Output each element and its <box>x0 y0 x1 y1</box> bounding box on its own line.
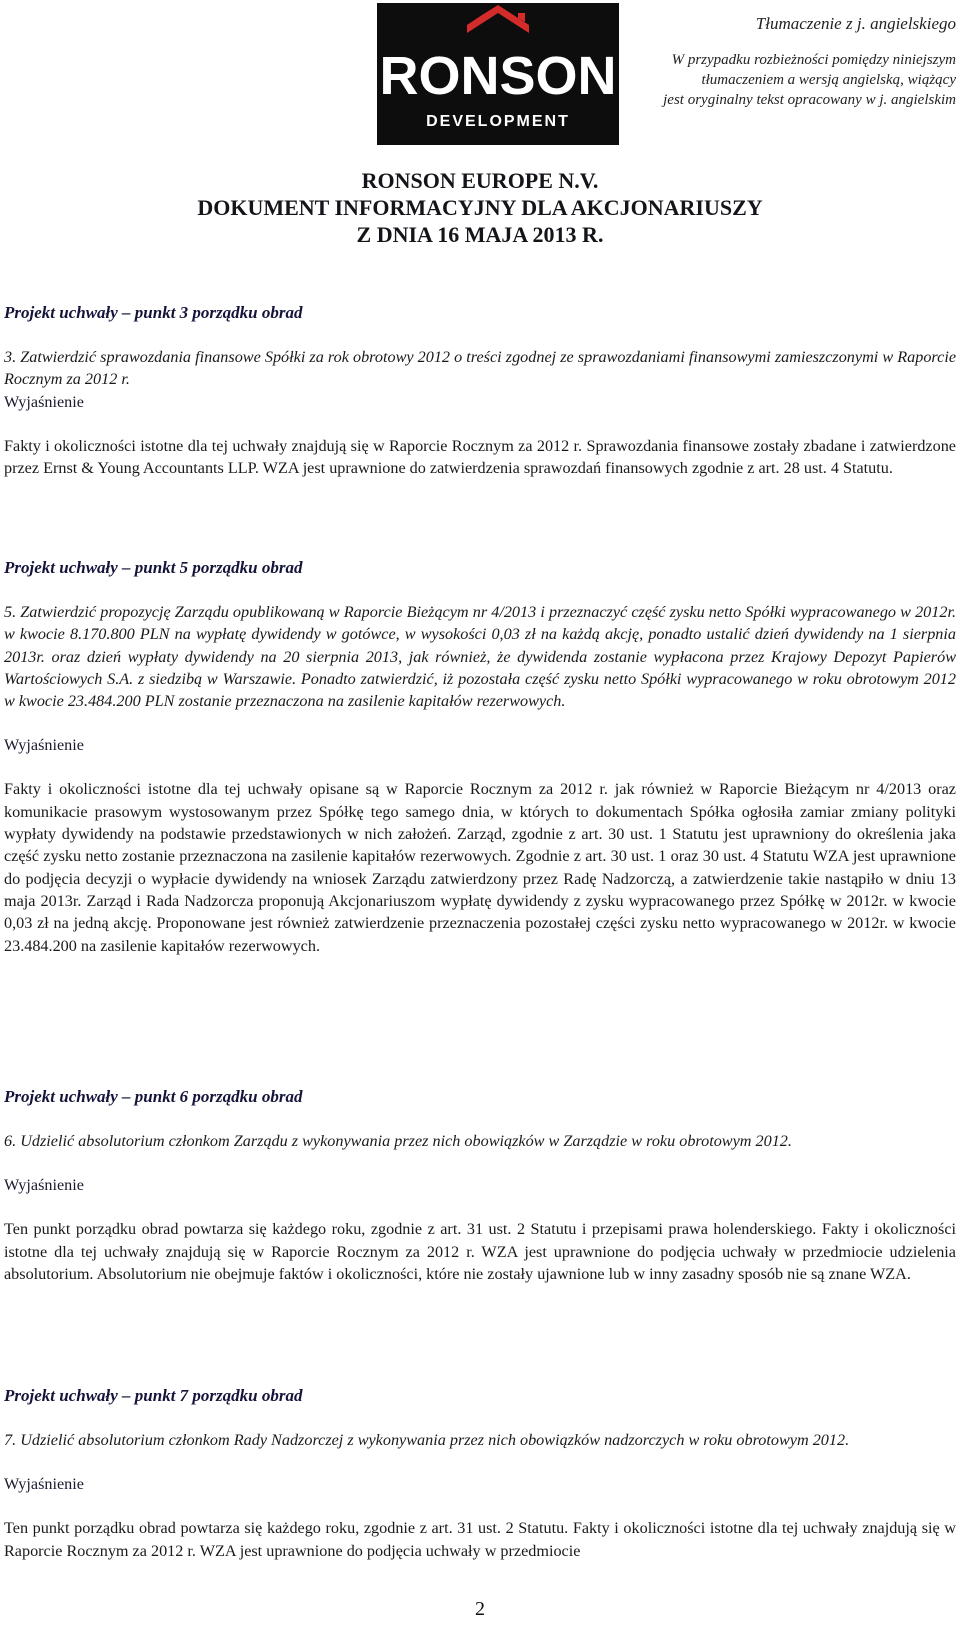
explanation-text: Ten punkt porządku obrad powtarza się każdego roku, zgodnie z art. 31 ust. 2 Statutu. Fakty i okoliczności istotne dla tej uchwały znajdują się w Raporcie Rocznym za 2012 r. WZA jest uprawnione do podjęcia uchwały w przedmiocie <box>4 1519 956 1560</box>
explanation-label: Wyjaśnienie <box>4 1176 84 1195</box>
section-heading: Projekt uchwały – punkt 3 porządku obrad <box>4 303 303 322</box>
section-heading: Projekt uchwały – punkt 6 porządku obrad <box>4 1087 303 1106</box>
logo-wordmark: RONSON <box>379 46 617 106</box>
title-document: DOKUMENT INFORMACYJNY DLA AKCJONARIUSZY <box>197 195 763 220</box>
explanation-label: Wyjaśnienie <box>4 1475 84 1494</box>
document-title <box>0 167 960 248</box>
page-number: 2 <box>475 1598 485 1620</box>
resolution-section-item-7 <box>4 1385 956 1562</box>
resolution-text: 6. Udzielić absolutorium członkom Zarządu z wykonywania przez nich obowiązków w Zarządzie w roku obrotowym 2012. <box>4 1132 792 1150</box>
resolution-section-item-6 <box>4 1086 956 1285</box>
explanation-text: Fakty i okoliczności istotne dla tej uchwały opisane są w Raporcie Rocznym za 2012 r. jak również w Raporcie Bieżącym nr 4/2013 oraz komunikacie prasowym wystosowanym przez Spółkę tego samego dnia, w których to dokumentach Spółka ogłosiła zamiar zmiany polityki wypłaty dywidendy na podstawie przedstawionych w nich założeń. Zarząd, zgodnie z art. 30 ust. 1 Statutu jest uprawniony do określenia jaka część zysku netto zostanie przeznaczona na zasilenie kapitałów rezerwowych. Zgodnie z art. 30 ust. 1 oraz 30 ust. 4 Statutu WZA jest uprawnione do podjęcia decyzji o wypłacie dywidendy na wniosek Zarządu zatwierdzony przez Radę Nadzorczą, a zatwierdzenie takie nastąpiło w dniu 13 maja 2013r. Zarząd i Rada Nadzorcza proponują Akcjonariuszom wypłatę dywidendy z zysku wypracowanego przez Spółkę w 2012r. w kwocie 0,03 zł na jedną akcję. Proponowane jest również zatwierdzenie przeznaczenia pozostałej części zysku netto wypracowanego w 2012r. w kwocie 23.484.200 na zasilenie kapitałów rezerwowych. <box>4 780 956 955</box>
explanation-label: Wyjaśnienie <box>4 736 84 755</box>
logo-subtitle: DEVELOPMENT <box>426 113 570 130</box>
explanation-label: Wyjaśnienie <box>4 392 84 411</box>
explanation-text: Fakty i okoliczności istotne dla tej uchwały znajdują się w Raporcie Rocznym za 2012 r. Sprawozdania finansowe zostały zbadane i zatwierdzone przez Ernst & Young Accountants LLP. WZA jest uprawnione do zatwierdzenia sprawozdań finansowych zgodnie z art. 28 ust. 4 Statutu. <box>4 436 956 477</box>
explanation-text: Ten punkt porządku obrad powtarza się każdego roku, zgodnie z art. 31 ust. 2 Statutu i przepisami prawa holenderskiego. Fakty i okoliczności istotne dla tej uchwały znajdują się w Raporcie Rocznym za 2012 r. WZA jest uprawnione do podjęcia uchwały w przedmiocie udzielenia absolutorium. Absolutorium nie obejmuje faktów i okoliczności, które nie zostały ujawnione lub w inny zasadny sposób nie są znane WZA. <box>4 1220 956 1283</box>
translation-note <box>616 12 956 110</box>
title-company: RONSON EUROPE N.V. <box>361 168 599 193</box>
company-logo <box>377 3 619 145</box>
resolution-text: 5. Zatwierdzić propozycję Zarządu opublikowaną w Raporcie Bieżącym nr 4/2013 i przeznaczyć część zysku netto Spółki wypracowanego w 2012r. w kwocie 8.170.800 PLN na wypłatę dywidendy w gotówce, w wysokości 0,03 zł na każdą akcję, ponadto ustalić dzień dywidendy na 1 sierpnia 2013r. oraz dzień wypłaty dywidendy na 20 sierpnia 2013, jak również, że dywidenda zostanie wypłacona przez Krajowy Depozyt Papierów Wartościowych S.A. z siedzibą w Warszawie. Ponadto zatwierdzić, iż pozostała część zysku netto Spółki wypracowanego w roku obrotowym 2012 w kwocie 23.484.200 PLN zostanie przeznaczona na zasilenie kapitałów rezerwowych. <box>4 603 956 711</box>
title-date: Z DNIA 16 MAJA 2013 R. <box>356 222 604 247</box>
section-heading: Projekt uchwały – punkt 7 porządku obrad <box>4 1386 303 1405</box>
translation-note-title: Tłumaczenie z j. angielskiego <box>755 14 956 33</box>
resolution-text: 7. Udzielić absolutorium członkom Rady Nadzorczej z wykonywania przez nich obowiązków nadzorczych w roku obrotowym 2012. <box>4 1431 850 1449</box>
section-heading: Projekt uchwały – punkt 5 porządku obrad <box>4 558 303 577</box>
resolution-section-item-3 <box>4 302 956 479</box>
resolution-section-item-5 <box>4 557 956 957</box>
resolution-text: 3. Zatwierdzić sprawozdania finansowe Spółki za rok obrotowy 2012 o treści zgodnej ze sprawozdaniami finansowymi zamieszczonymi w Raporcie Rocznym za 2012 r. <box>4 348 956 389</box>
translation-note-disclaimer: W przypadku rozbieżności pomiędzy niniejszym tłumaczeniem a wersją angielską, wiążący jest oryginalny tekst opracowany w j. angielskim <box>663 52 956 108</box>
